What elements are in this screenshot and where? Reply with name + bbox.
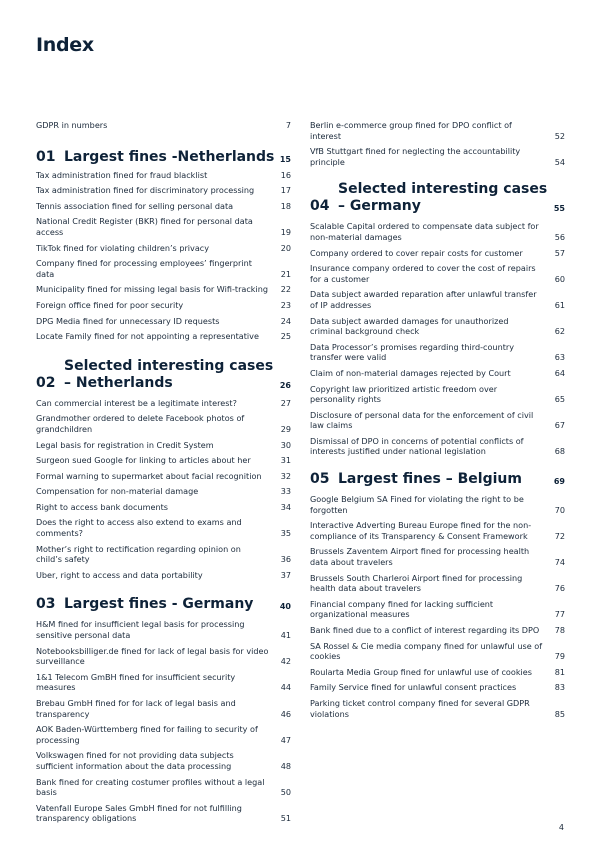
entry-label: Volkswagen fined for not providing data subjects sufficient information about the data processing [36,750,234,771]
entry-page-number: 37 [280,569,291,580]
entry-label: Data subject awarded reparation after unlawful transfer of IP addresses [310,289,537,310]
entry-page-number: 81 [554,666,565,677]
entry-page-number: 68 [554,446,565,457]
section-number: 03 [36,596,56,613]
entry-label: National Credit Register (BKR) fined for personal data access [36,216,253,237]
entry-page-number: 61 [554,299,565,310]
entry-label: Scalable Capital ordered to compensate data subject for non-material damages [310,221,539,242]
section-page-number: 40 [279,602,291,612]
entry-page-number: 34 [280,501,291,512]
entry-label: DPG Media fined for unnecessary ID requests [36,315,220,326]
entry-label: Surgeon sued Google for linking to articles about her [36,455,251,466]
index-entry[interactable] [310,494,565,515]
entry-label: Interactive Adverting Bureau Europe fined for the non-compliance of its Transparency & Consent Framework [310,520,532,541]
entry-page-number: 17 [280,185,291,196]
section-page-number: 15 [279,154,291,164]
entry-label: TikTok fined for violating children’s privacy [36,242,210,253]
entry-label: Family Service fined for unlawful consent practices [310,682,517,693]
index-entry[interactable] [36,316,291,327]
index-entry[interactable] [36,440,291,451]
entry-label: Brebau GmbH fined for for lack of legal basis and transparency [36,698,236,719]
entry-page-number: 47 [280,734,291,745]
index-entry[interactable] [310,248,565,259]
entry-label: Does the right to access also extend to exams and comments? [36,517,242,539]
section-title: Largest fines - Germany [64,596,254,613]
index-entry[interactable] [36,413,291,434]
entry-label: Can commercial interest be a legitimate interest? [36,397,237,408]
entry-label: Notebooksbilliger.de fined for lack of legal basis for video surveillance [36,645,269,667]
entry-page-number: 21 [280,268,291,279]
entry-label: 1&1 Telecom GmBH fined for insufficient security measures [36,671,236,693]
index-entry[interactable] [310,667,565,678]
entry-page-number: 67 [554,420,565,431]
entry-page-number: 41 [280,630,291,641]
index-entry[interactable] [36,646,291,667]
entry-page-number: 70 [554,504,565,515]
entry-page-number: 78 [554,625,565,635]
entry-page-number: 60 [554,273,565,284]
entry-page-number: 72 [554,530,565,541]
entry-page-number: 42 [280,656,291,667]
index-entry[interactable] [36,672,291,693]
index-entry[interactable] [310,289,565,310]
section-title: Selected interesting cases – Netherlands [64,357,274,391]
entry-page-number: 20 [280,242,291,253]
index-entry[interactable] [36,170,291,181]
entry-label: Disclosure of personal data for the enforcement of civil law claims [310,409,534,431]
section-heading[interactable] [36,149,291,166]
entry-page-number: 57 [554,247,565,258]
entry-label: Brussels Zaventem Airport fined for processing health data about travelers [310,546,530,568]
index-entry[interactable] [36,724,291,745]
entry-page-number: 27 [280,397,291,408]
entry-page-number: 48 [280,760,291,771]
entry-label: VfB Stuttgart fined for neglecting the accountability principle [310,146,521,167]
index-entry[interactable] [310,520,565,541]
index-entry[interactable] [310,146,565,167]
index-entry[interactable] [36,750,291,771]
index-entry[interactable] [36,544,291,565]
section-heading[interactable] [310,181,565,215]
index-entry[interactable] [310,682,565,693]
entry-label: Financial company fined for lacking sufficient organizational measures [310,598,494,620]
entry-label: Grandmother ordered to delete Facebook photos of grandchildren [36,413,245,434]
index-entry[interactable] [36,455,291,466]
entry-page-number: 77 [554,609,565,620]
section-heading[interactable] [36,596,291,613]
entry-page-number: 64 [554,367,565,378]
index-entry[interactable] [310,263,565,284]
section-title: Largest fines -Netherlands [64,148,275,165]
entry-label: Formal warning to supermarket about facial recognition [36,470,262,481]
entry-label: Compensation for non-material damage [36,486,199,497]
entry-label: GDPR in numbers [36,120,108,130]
index-entry[interactable] [36,331,291,342]
entry-page-number: 31 [280,455,291,466]
entry-label: Company ordered to cover repair costs for customer [310,247,523,258]
section-page-number: 26 [279,380,291,390]
entry-page-number: 23 [280,299,291,310]
entry-label: Tennis association fined for selling personal data [36,200,234,211]
entry-page-number: 22 [280,284,291,295]
index-entry[interactable] [310,221,565,242]
entry-label: Tax administration fined for fraud blacklist [36,169,208,180]
entry-page-number: 65 [554,394,565,405]
entry-label: Company fined for processing employees’ fingerprint data [36,258,252,279]
entry-label: Google Belgium SA Fined for violating the right to be forgotten [310,494,524,515]
section-number: 05 [310,471,330,488]
entry-page-number: 25 [280,331,291,342]
index-entry[interactable] [310,546,565,567]
entry-label: Roularta Media Group fined for unlawful use of cookies [310,666,532,677]
entry-label: Uber, right to access and data portability [36,569,203,580]
index-entry[interactable] [36,619,291,640]
index-entry[interactable] [310,342,565,363]
section-heading[interactable] [36,358,291,392]
index-entry[interactable] [310,384,565,405]
entry-label: Data subject awarded damages for unauthorized criminal background check [310,315,509,337]
section-title: Largest fines – Belgium [338,471,522,488]
entry-page-number: 33 [280,486,291,497]
index-entry[interactable] [36,201,291,212]
entry-page-number: 7 [285,120,291,130]
index-entry[interactable] [36,471,291,482]
entry-label: AOK Baden-Württemberg fined for failing to security of processing [36,724,258,745]
entry-page-number: 19 [280,226,291,237]
entry-label: Parking ticket control company fined for several GDPR violations [310,697,530,719]
entry-label: Dismissal of DPO in concerns of potential conflicts of interests justified under national legislation [310,435,524,457]
index-entry[interactable] [310,641,565,662]
section-number: 01 [36,148,56,165]
index-entry[interactable] [36,803,291,824]
entry-page-number: 79 [554,651,565,662]
entry-label: Berlin e-commerce group fined for DPO conflict of interest [310,120,512,141]
entry-page-number: 36 [280,554,291,565]
entry-page-number: 44 [280,682,291,693]
index-entry[interactable] [36,517,291,538]
entry-page-number: 35 [280,528,291,539]
index-entry[interactable] [310,573,565,594]
section-page-number: 55 [553,204,565,214]
index-entry[interactable] [310,120,565,141]
entry-page-number: 16 [280,169,291,180]
page-title: Index [36,34,94,56]
index-entry[interactable] [310,368,565,379]
entry-page-number: 29 [280,423,291,434]
entry-page-number: 54 [554,156,565,167]
index-entry[interactable] [36,698,291,719]
entry-label: Claim of non-material damages rejected by Court [310,367,511,378]
index-column-right [310,120,565,719]
index-entry[interactable] [36,486,291,497]
index-entry[interactable] [36,216,291,237]
index-entry[interactable] [36,284,291,295]
index-entry[interactable] [36,777,291,798]
entry-label: Municipality fined for missing legal basis for Wifi-tracking [36,284,269,295]
entry-label: Locate Family fined for not appointing a representative [36,331,259,342]
entry-label: Insurance company ordered to cover the cost of repairs for a customer [310,263,536,284]
entry-label: Bank fined for creating costumer profiles without a legal basis [36,776,265,798]
index-entry[interactable] [36,185,291,196]
index-entry[interactable] [36,258,291,279]
index-entry[interactable] [36,502,291,513]
index-entry[interactable] [310,698,565,719]
entry-label: Tax administration fined for discriminatory processing [36,185,255,196]
entry-page-number: 74 [554,557,565,568]
section-page-number: 69 [553,477,565,487]
entry-page-number: 46 [280,708,291,719]
entry-page-number: 30 [280,439,291,450]
entry-page-number: 83 [554,682,565,693]
entry-page-number: 76 [554,583,565,594]
index-entry[interactable] [36,120,291,131]
entry-page-number: 63 [554,352,565,363]
index-entry[interactable] [36,243,291,254]
section-title: Selected interesting cases – Germany [338,181,548,215]
entry-page-number: 32 [280,470,291,481]
entry-label: SA Rossel & Cie media company fined for unlawful use of cookies [310,640,543,662]
entry-page-number: 85 [554,708,565,719]
index-entry[interactable] [310,625,565,636]
entry-label: Vatenfall Europe Sales GmbH fined for not fulfilling transparency obligations [36,802,242,824]
index-entry[interactable] [310,410,565,431]
index-entry[interactable] [310,436,565,457]
page-number: 4 [558,823,564,832]
entry-page-number: 56 [554,231,565,242]
index-entry[interactable] [310,316,565,337]
index-entry[interactable] [36,570,291,581]
section-number: 04 [310,198,330,215]
entry-page-number: 62 [554,326,565,337]
index-entry[interactable] [36,398,291,409]
index-entry[interactable] [36,300,291,311]
entry-page-number: 50 [280,787,291,798]
entry-label: Data Processor’s promises regarding third-country transfer were valid [310,341,514,363]
entry-label: Legal basis for registration in Credit System [36,439,214,450]
entry-label: Brussels South Charleroi Airport fined for processing health data about travelers [310,572,523,594]
entry-label: Foreign office fined for poor security [36,299,184,310]
index-entry[interactable] [310,599,565,620]
section-heading[interactable] [310,471,565,488]
entry-label: Bank fined due to a conflict of interest regarding its DPO [310,625,540,635]
entry-label: Mother’s right to rectification regarding opinion on child’s safety [36,543,241,565]
entry-page-number: 24 [280,315,291,326]
index-column-left [36,120,291,824]
entry-label: Right to access bank documents [36,501,168,512]
entry-page-number: 52 [554,130,565,141]
section-number: 02 [36,374,56,391]
entry-page-number: 51 [280,813,291,824]
entry-page-number: 18 [280,200,291,211]
entry-label: H&M fined for insufficient legal basis for processing sensitive personal data [36,619,245,641]
entry-label: Copyright law prioritized artistic freedom over personality rights [310,383,498,405]
